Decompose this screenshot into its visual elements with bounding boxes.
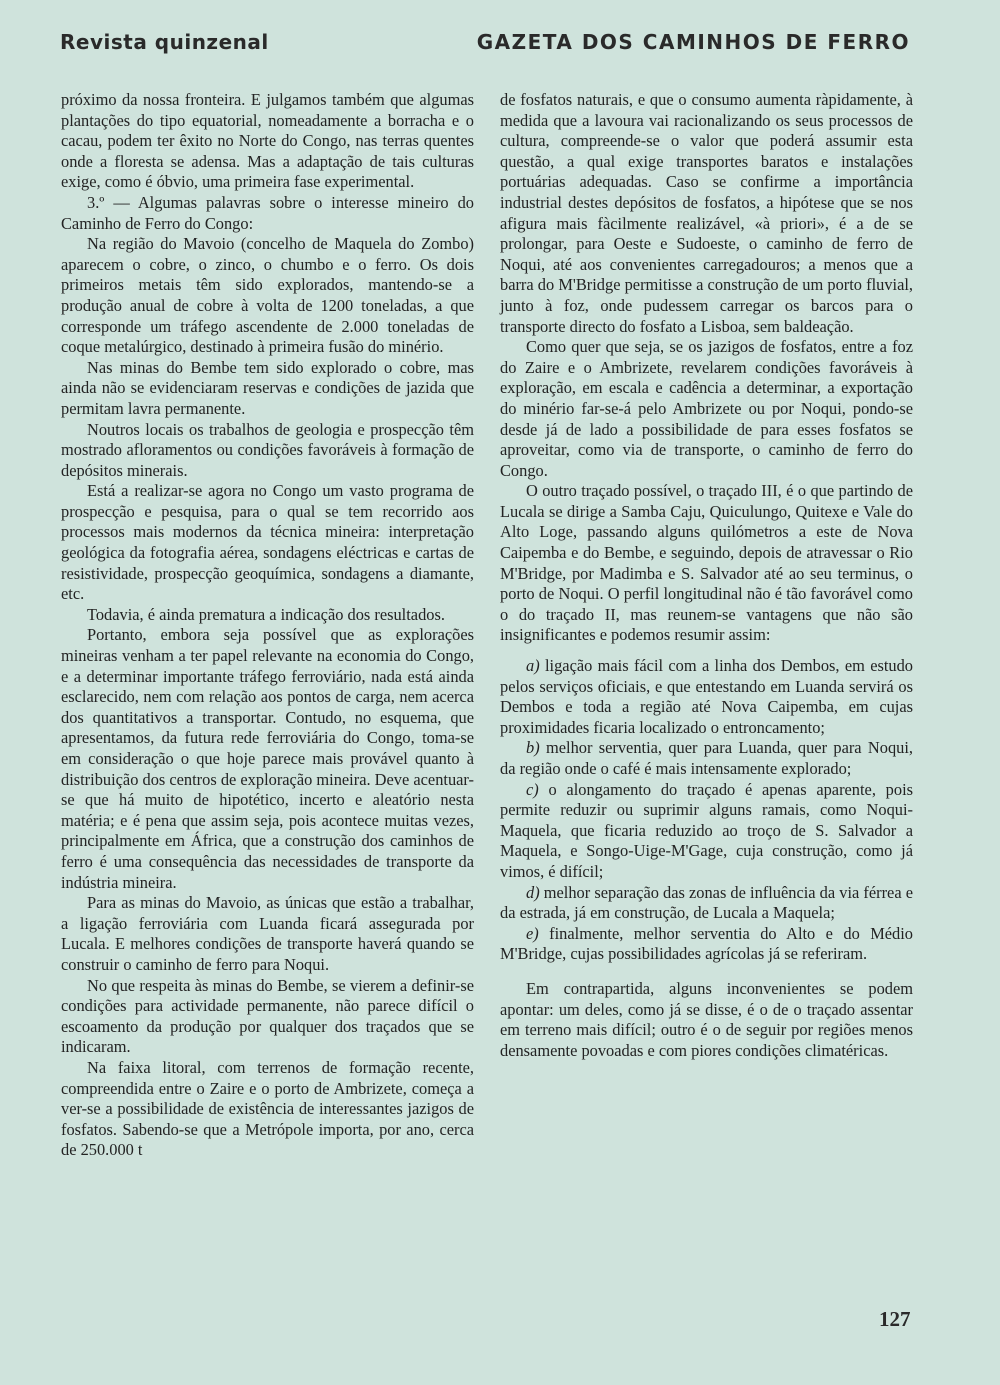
list-item-text: finalmente, melhor serventia do Alto e do Médio M'Bridge, cujas possibilidades agrícolas já se referiram.: [500, 923, 913, 964]
list-item-letter: a): [526, 656, 540, 676]
paragraph: O outro traçado possível, o traçado III, é o que partindo de Lucala se dirige a Samba Caju, Quiculungo, Quitexe e Vale do Alto Loge, passando alguns quilómetros a este de Nova Caipemba e do Bembe, e seguindo, depois de atravessar o Rio M'Bridge, por Madimba e S. Salvador até ao seu terminus, o porto de Noqui. O perfil longitudinal não é tão favorável como o do traçado II, mas reunem-se vantagens que não são insignificantes e podemos resumir assim:: [500, 481, 913, 645]
list-item-letter: b): [526, 738, 540, 758]
list-item-text: ligação mais fácil com a linha dos Dembos, em estudo pelos serviços oficiais, e que entestando em Luanda servirá os Dembos e toda a região até Nova Caipemba, em cujas proximidades ficaria localizado o entroncamento;: [500, 656, 913, 737]
list-item-letter: c): [526, 779, 539, 799]
paragraph: Na região do Mavoio (concelho de Maquela do Zombo) aparecem o cobre, o zinco, o chumbo e o ferro. Os dois primeiros metais têm sido explorados, mantendo-se a produção anual de cobre à volta de 1200 toneladas, a que corresponde um tráfego ascendente de 2.000 toneladas de coque metalúrgico, destinado à primeira fusão do minério.: [61, 234, 474, 357]
list-item: [500, 883, 913, 924]
paragraph: Como quer que seja, se os jazigos de fosfatos, entre a foz do Zaire e o Ambrizete, revelarem condições favoráveis à exploração, em escala e cadência a determinar, a exportação do minério far-se-á pelo Ambrizete ou por Noqui, pondo-se desde já de lado a possibilidade de para esses fosfatos se aproveitar, como via de transporte, o caminho de ferro do Congo.: [500, 337, 913, 480]
paragraph: No que respeita às minas do Bembe, se vierem a definir-se condições para actividade permanente, não parece difícil o escoamento da produção por qualquer dos traçados que se indicaram.: [61, 975, 474, 1057]
list-item: [500, 656, 913, 738]
list-item: [500, 924, 913, 965]
paragraph: Noutros locais os trabalhos de geologia e prospecção têm mostrado afloramentos ou condições favoráveis à formação de depósitos minerais.: [61, 419, 474, 480]
list-item-letter: d): [526, 882, 540, 902]
right-column: [500, 90, 913, 1061]
list-item: [500, 738, 913, 779]
paragraph: Está a realizar-se agora no Congo um vasto programa de prospecção e pesquisa, para o qual se tem recorrido aos processos mais modernos da técnica mineira: interpretação geológica da fotografia aérea, sondagens eléctricas e cartas de resistividade, prospecção geoquímica, sondagens a diamante, etc.: [61, 481, 474, 604]
list-item-text: o alongamento do traçado é apenas aparente, pois permite reduzir ou suprimir alguns ramais, como Noqui-Maquela, que ficaria reduzido ao troço de S. Salvador a Maquela, e Songo-Uige-M'Gage, cuja construção, como já vimos, é difícil;: [500, 779, 913, 881]
page-number: 127: [879, 1307, 911, 1331]
paragraph: Nas minas do Bembe tem sido explorado o cobre, mas ainda não se evidenciaram reservas e condições de jazida que permitam lavra permanente.: [61, 357, 474, 418]
running-header-left: Revista quinzenal: [60, 30, 269, 54]
paragraph: Em contrapartida, alguns inconvenientes se podem apontar: um deles, como já se disse, é o de o traçado assentar em terreno mais difícil; outro é o de seguir por regiões menos densamente povoadas e com piores condições climatéricas.: [500, 978, 913, 1060]
list-item-letter: e): [526, 923, 539, 943]
paragraph: Todavia, é ainda prematura a indicação dos resultados.: [87, 604, 445, 624]
list-item: [500, 780, 913, 883]
paragraph: Para as minas do Mavoio, as únicas que estão a trabalhar, a ligação ferroviária com Luanda ficará assegurada por Lucala. E melhores condições de transporte haverá quando se construir o caminho de ferro para Noqui.: [61, 893, 474, 974]
list-item-text: melhor serventia, quer para Luanda, quer para Noqui, da região onde o café é mais intensamente explorado;: [500, 738, 913, 778]
list-item-text: melhor separação das zonas de influência da via férrea e da estrada, já em construção, de Lucala a Maquela;: [500, 882, 913, 923]
paragraph: Portanto, embora seja possível que as explorações mineiras venham a ter papel relevante na economia do Congo, e a determinar importante tráfego ferroviário, nada está ainda esclarecido, nem com relação aos pontos de carga, nem acerca dos quantitativos a transportar. Contudo, no esquema, que apresentamos, da futura rede ferroviária do Congo, toma-se em consideração o que hoje parece mais provável quanto à distribuição dos centros de exploração mineira. Deve acentuar-se que há muito de hipotético, incerto e aleatório nesta matéria; e é pena que assim seja, pois acontece muitas vezes, principalmente em África, que a construção dos caminhos de ferro é uma consequência das necessidades de transporte da indústria mineira.: [61, 625, 474, 892]
paragraph: 3.º — Algumas palavras sobre o interesse mineiro do Caminho de Ferro do Congo:: [61, 192, 474, 233]
running-header-right: GAZETA DOS CAMINHOS DE FERRO: [476, 30, 910, 54]
left-column: [61, 90, 474, 1161]
paragraph: Na faixa litoral, com terrenos de formação recente, compreendida entre o Zaire e o porto de Ambrizete, começa a ver-se a possibilidade de existência de interessantes jazigos de fosfatos. Sabendo-se que a Metrópole importa, por ano, cerca de 250.000 t: [61, 1057, 474, 1160]
paragraph: de fosfatos naturais, e que o consumo aumenta ràpidamente, à medida que a lavoura vai racionalizando os seus processos de cultura, compreende-se o valor que poderá assumir esta questão, a qual exige transportes baratos e instalações portuárias adequadas. Caso se confirme a importância industrial destes depósitos de fosfatos, a hipótese que se nos afigura mais fàcilmente realizável, «à priori», é a de se prolongar, para Oeste e Sudoeste, o caminho de ferro de Noqui, até aos convenientes carregadouros; a menos que a barra do M'Bridge permitisse a construção de um porto fluvial, junto à foz, onde pudessem carregar os barcos para o transporte directo do fosfato a Lisboa, sem baldeação.: [500, 90, 913, 336]
paragraph: próximo da nossa fronteira. E julgamos também que algumas plantações do tipo equatorial, nomeadamente a borracha e o cacau, podem ter êxito no Norte do Congo, nas terras quentes onde a floresta se adensa. Mas a adaptação de tais culturas exige, como é óbvio, uma primeira fase experimental.: [61, 90, 474, 192]
